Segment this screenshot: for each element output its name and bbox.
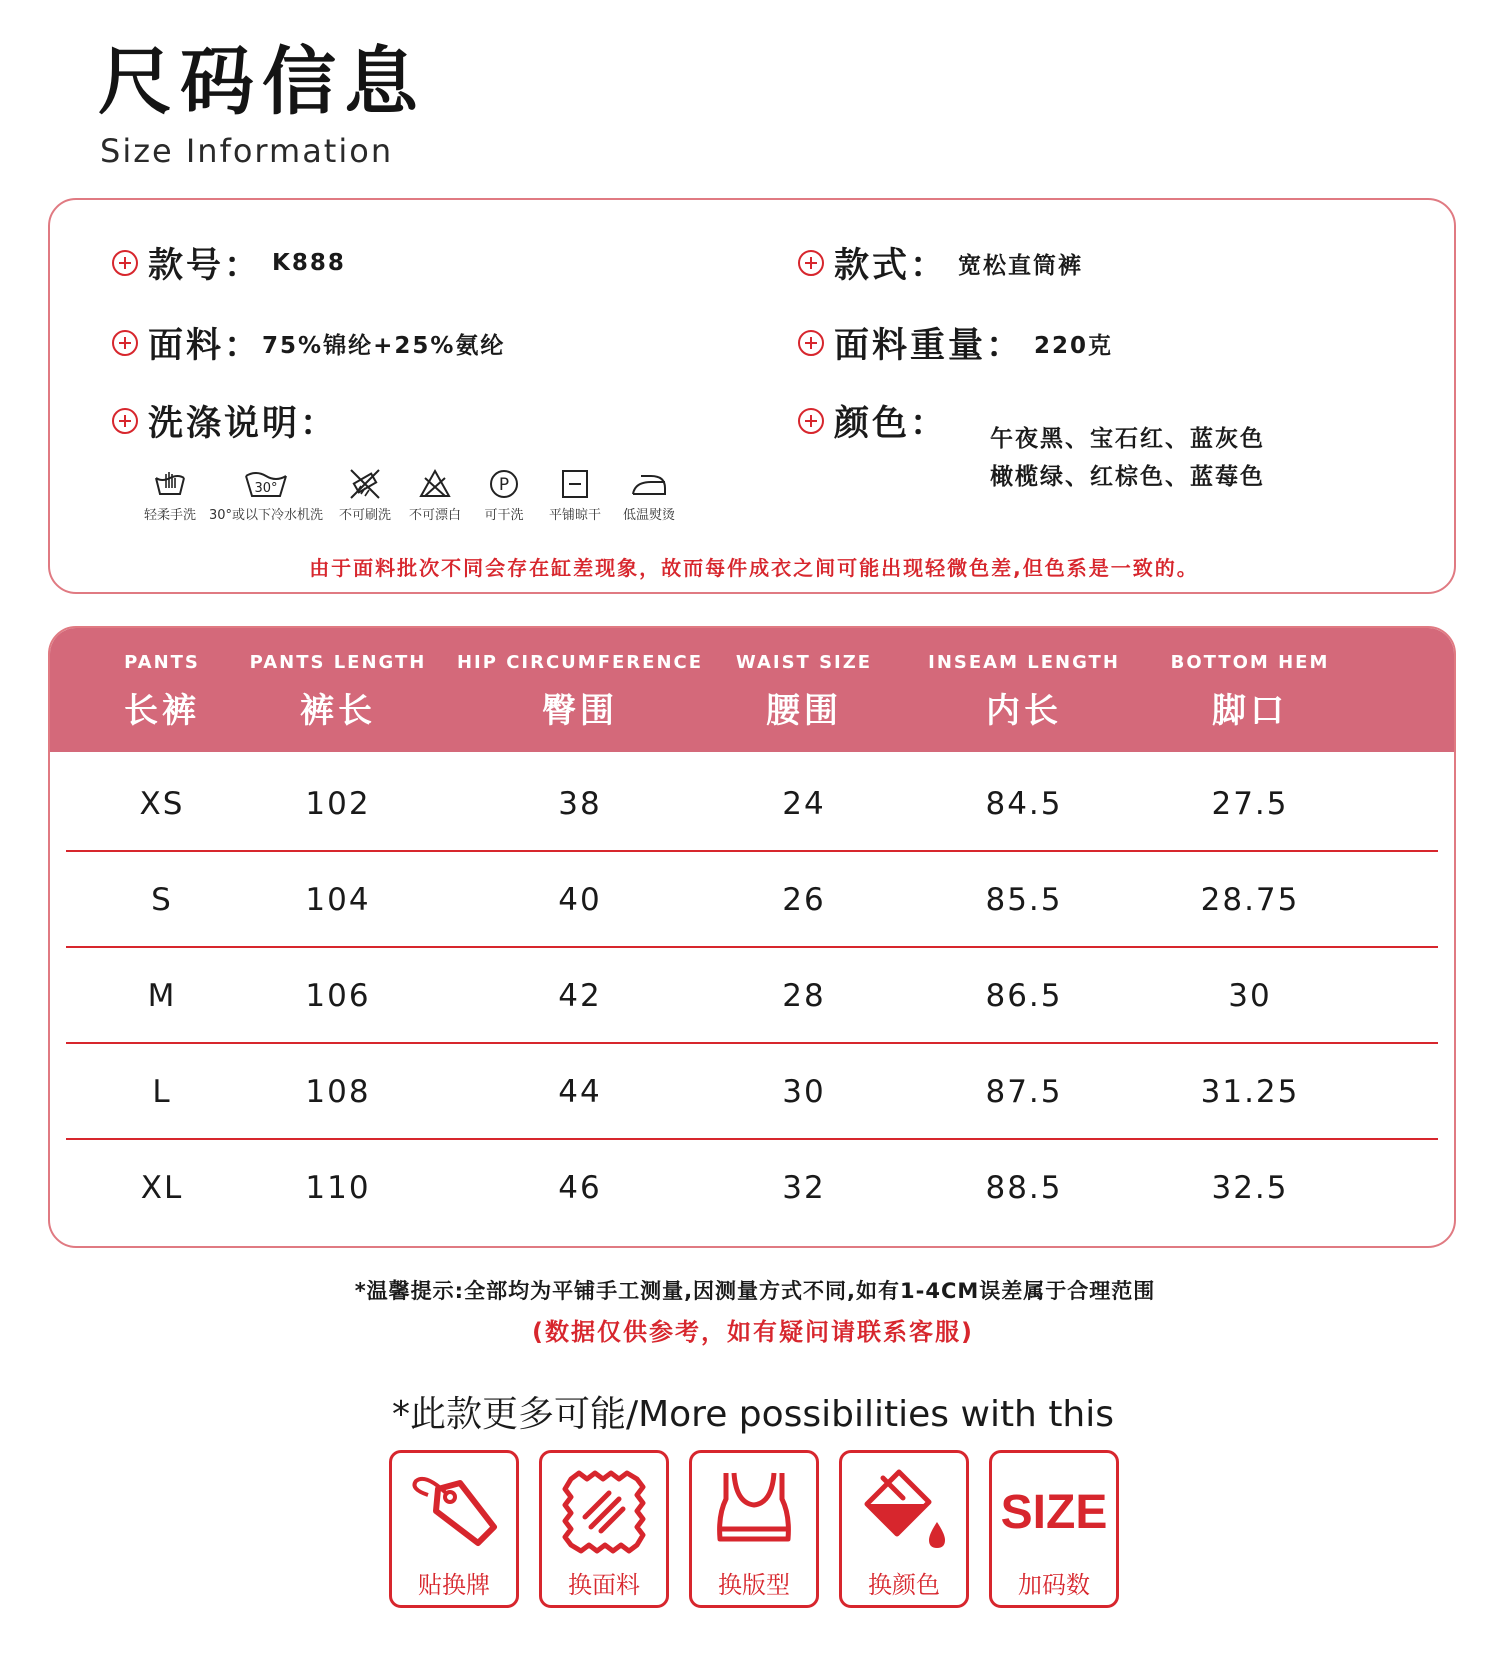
color-difference-notice: 由于面料批次不同会存在缸差现象，故而每件成衣之间可能出现轻微色差,但色系是一致的。: [309, 556, 1199, 580]
tag-icon: [408, 1469, 500, 1555]
care-label: 不可刷洗: [338, 508, 391, 523]
table-row: [66, 948, 1438, 1044]
care-label: 低温熨烫: [622, 508, 675, 523]
length-cell: 102: [305, 786, 371, 822]
fabric-weight: [798, 318, 1113, 368]
table-row: [66, 852, 1438, 948]
header-cn: 脚口: [1212, 691, 1288, 731]
header-en: BOTTOM HEM: [1170, 652, 1330, 673]
color-list: [990, 420, 1265, 496]
option-change-cut[interactable]: [689, 1450, 819, 1608]
hip-cell: 40: [558, 882, 602, 918]
plus-circle-icon: [112, 250, 138, 276]
tank-top-icon: [712, 1469, 796, 1555]
header-cn: 长裤: [124, 691, 200, 731]
table-row: [66, 1044, 1438, 1140]
color-label: 颜色：: [834, 404, 949, 444]
plus-circle-icon: [798, 408, 824, 434]
waist-cell: 30: [782, 1074, 826, 1110]
header-en: PANTS LENGTH: [249, 652, 427, 673]
table-row: [66, 1140, 1438, 1236]
model-number: [112, 238, 346, 288]
care-label: 可干洗: [484, 508, 524, 523]
care-item: [614, 466, 684, 523]
option-change-fabric[interactable]: [539, 1450, 669, 1608]
model-label: 款号：: [148, 246, 263, 286]
length-cell: 104: [305, 882, 371, 918]
size-cell: S: [151, 882, 173, 918]
color-line-1: 午夜黑、宝石红、蓝灰色: [990, 426, 1265, 452]
hem-cell: 32.5: [1211, 1170, 1289, 1206]
option-change-tag[interactable]: [389, 1450, 519, 1608]
wash-label: 洗涤说明：: [148, 404, 339, 444]
size-cell: XS: [139, 786, 185, 822]
care-label: 平铺晾干: [548, 508, 601, 523]
header-hip: [457, 652, 703, 732]
header-en: PANTS: [124, 652, 200, 673]
option-label: 加码数: [1018, 1571, 1090, 1599]
page-subtitle: Size Information: [100, 132, 394, 170]
option-label: 换版型: [718, 1571, 790, 1599]
paint-bucket-icon: [859, 1468, 949, 1556]
waist-cell: 26: [782, 882, 826, 918]
care-label: 不可漂白: [408, 508, 461, 523]
header-cn: 臀围: [541, 691, 618, 731]
length-cell: 106: [305, 978, 371, 1014]
care-item: [332, 466, 398, 523]
header-cn: 裤长: [300, 691, 376, 731]
size-cell: M: [147, 978, 177, 1014]
product-info-panel: [48, 198, 1456, 594]
weight-label: 面料重量：: [834, 326, 1025, 366]
low-iron-icon: [629, 466, 669, 502]
header-bottom-hem: [1171, 652, 1330, 732]
inseam-cell: 86.5: [985, 978, 1063, 1014]
care-item: [472, 466, 536, 523]
no-brush-icon: [347, 466, 383, 502]
care-label: 30°或以下冷水机洗: [208, 508, 324, 523]
header-en: INSEAM LENGTH: [928, 652, 1120, 673]
header-cn: 内长: [985, 691, 1062, 731]
waist-cell: 24: [782, 786, 826, 822]
header-pants-length: [250, 652, 427, 732]
option-label: 换面料: [568, 1571, 640, 1599]
length-cell: 108: [305, 1074, 371, 1110]
inseam-cell: 84.5: [985, 786, 1063, 822]
hand-wash-icon: [152, 466, 188, 502]
hem-cell: 31.25: [1200, 1074, 1300, 1110]
fabric-label: 面料：: [148, 326, 263, 366]
hem-cell: 30: [1228, 978, 1272, 1014]
header-pants: [124, 652, 200, 732]
care-item: [204, 466, 328, 523]
header-cn: 腰围: [765, 691, 842, 731]
waist-cell: 28: [782, 978, 826, 1014]
size-table: [48, 626, 1456, 1248]
page-title: 尺码信息: [98, 39, 426, 125]
dry-clean-letter: P: [498, 475, 510, 495]
customization-options: [389, 1450, 1119, 1608]
hip-cell: 42: [558, 978, 602, 1014]
option-change-color[interactable]: [839, 1450, 969, 1608]
wash-instructions: [112, 396, 338, 446]
length-cell: 110: [305, 1170, 371, 1206]
waist-cell: 32: [782, 1170, 826, 1206]
header-en: HIP CIRCUMFERENCE: [456, 652, 704, 673]
style-label: 款式：: [834, 246, 949, 286]
care-item: [540, 466, 610, 523]
measurement-tip: *温馨提示:全部均为平铺手工测量,因测量方式不同,如有1-4CM误差属于合理范围: [354, 1279, 1156, 1303]
hem-cell: 27.5: [1211, 786, 1289, 822]
wash-30-icon: [242, 466, 290, 502]
hip-cell: 46: [558, 1170, 602, 1206]
dry-clean-p-icon: [486, 466, 522, 502]
option-add-sizes[interactable]: [989, 1450, 1119, 1608]
size-icon: SIZE: [1000, 1485, 1108, 1539]
weight-value: 220克: [1034, 332, 1114, 359]
option-label: 贴换牌: [418, 1571, 490, 1599]
plus-circle-icon: [112, 330, 138, 356]
wash-degree-text: 30°: [254, 481, 278, 496]
inseam-cell: 85.5: [985, 882, 1063, 918]
fabric-value: 75%锦纶+25%氨纶: [262, 332, 506, 359]
inseam-cell: 88.5: [985, 1170, 1063, 1206]
hip-cell: 44: [558, 1074, 602, 1110]
inseam-cell: 87.5: [985, 1074, 1063, 1110]
care-item: [402, 466, 468, 523]
header-inseam: [928, 652, 1120, 732]
hip-cell: 38: [558, 786, 602, 822]
header-en: WAIST SIZE: [735, 652, 873, 673]
care-icons: [140, 466, 688, 523]
fabric-info: [112, 318, 505, 368]
color-line-2: 橄榄绿、红棕色、蓝莓色: [990, 464, 1265, 490]
model-value: K888: [272, 250, 346, 276]
option-label: 换颜色: [868, 1571, 940, 1599]
table-header: [50, 628, 1454, 752]
no-bleach-icon: [417, 466, 453, 502]
style-info: [798, 238, 1083, 288]
fabric-icon: [561, 1469, 647, 1555]
plus-circle-icon: [798, 330, 824, 356]
plus-circle-icon: [798, 250, 824, 276]
flat-dry-icon: [557, 466, 593, 502]
size-cell: L: [152, 1074, 172, 1110]
style-value: 宽松直筒裤: [958, 252, 1084, 279]
color-info: [798, 396, 948, 446]
header-waist: [736, 652, 872, 732]
reference-note: (数据仅供参考，如有疑问请联系客服): [532, 1318, 974, 1346]
hem-cell: 28.75: [1200, 882, 1300, 918]
table-row: [66, 756, 1438, 852]
size-cell: XL: [140, 1170, 184, 1206]
care-item: [140, 466, 200, 523]
plus-circle-icon: [112, 408, 138, 434]
care-label: 轻柔手洗: [143, 508, 196, 523]
more-options-title: *此款更多可能/More possibilities with this: [391, 1394, 1115, 1435]
